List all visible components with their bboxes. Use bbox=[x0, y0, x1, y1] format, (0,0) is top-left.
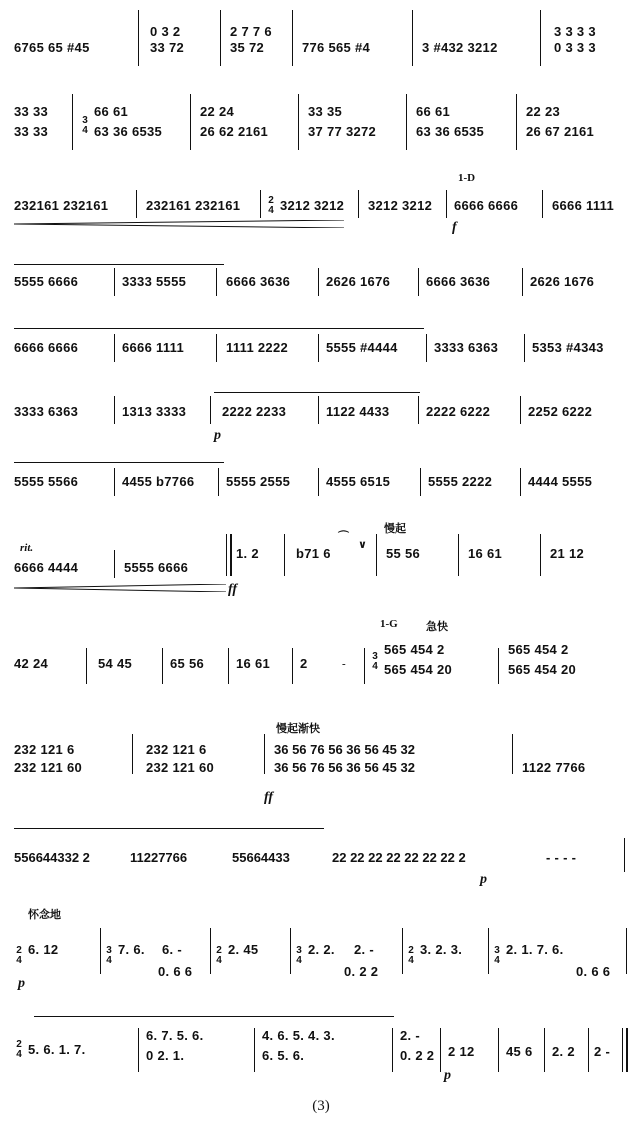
barline bbox=[524, 334, 525, 362]
notes-row: 6. 12 bbox=[28, 942, 59, 957]
notes-row: 6666 6666 bbox=[14, 340, 79, 355]
barline bbox=[114, 396, 115, 424]
notes-row: 16 61 bbox=[468, 546, 503, 561]
barline bbox=[298, 94, 299, 150]
dynamic-marking: p bbox=[444, 1068, 451, 1083]
notes-row: 232 121 6 bbox=[14, 742, 75, 757]
staff-system-7 bbox=[14, 462, 628, 502]
barline bbox=[228, 648, 229, 684]
notes-row: 16 61 bbox=[236, 656, 271, 671]
notes-row: 26 67 2161 bbox=[526, 124, 595, 139]
page-number: (3) bbox=[312, 1098, 330, 1114]
barline bbox=[512, 734, 513, 774]
staff-system-13 bbox=[14, 1004, 628, 1088]
notes-row: 4555 6515 bbox=[326, 474, 391, 489]
barline bbox=[292, 10, 293, 66]
final-barline bbox=[622, 1028, 628, 1072]
barline bbox=[498, 648, 499, 684]
notes-row: 66 61 bbox=[94, 104, 129, 119]
notes-row: 2222 2233 bbox=[222, 404, 287, 419]
notes-row: 1111 2222 bbox=[226, 340, 288, 355]
notes-row: 37 77 3272 bbox=[308, 124, 377, 139]
barline bbox=[542, 190, 543, 218]
notes-row: 2. - bbox=[400, 1028, 420, 1043]
notes-row: 0. 2 2 bbox=[400, 1048, 435, 1063]
barline bbox=[420, 468, 421, 496]
dynamic-marking: ff bbox=[264, 790, 274, 805]
barline bbox=[458, 534, 459, 576]
barline bbox=[114, 550, 115, 578]
decrescendo-hairpin bbox=[14, 220, 344, 228]
barline bbox=[498, 1028, 499, 1072]
time-signature: 3 4 bbox=[296, 945, 302, 966]
notes-row: 2222 6222 bbox=[426, 404, 491, 419]
breath-mark-icon: ∨ bbox=[358, 539, 367, 551]
barline bbox=[72, 94, 73, 150]
notes-row: 65 56 bbox=[170, 656, 205, 671]
notes-row: 4. 6. 5. 4. 3. bbox=[262, 1028, 335, 1043]
barline bbox=[318, 468, 319, 496]
staff-system-1 bbox=[14, 10, 628, 70]
barline bbox=[318, 268, 319, 296]
barline bbox=[418, 396, 419, 424]
notes-row: 6666 4444 bbox=[14, 560, 79, 575]
notes-row: 0. 6 6 bbox=[576, 964, 611, 979]
notes-row: 33 35 bbox=[308, 104, 343, 119]
notes-row: 21 12 bbox=[550, 546, 585, 561]
staff-system-2 bbox=[14, 94, 628, 154]
staff-system-12 bbox=[14, 906, 628, 996]
notes-row: 22 22 22 22 22 22 22 2 bbox=[332, 850, 466, 865]
time-signature: 2 4 bbox=[216, 945, 222, 966]
notes-row: 6765 65 #45 bbox=[14, 40, 90, 55]
fermata-icon: ⌒ bbox=[338, 531, 349, 543]
slur-line bbox=[14, 328, 424, 329]
notes-row: 2626 1676 bbox=[326, 274, 391, 289]
staff-system-9 bbox=[14, 618, 628, 698]
notes-row: 0. 2 2 bbox=[344, 964, 379, 979]
notes-row: 3333 6363 bbox=[14, 404, 79, 419]
notes-row: 3 #432 3212 bbox=[422, 40, 498, 55]
notes-row: 5555 #4444 bbox=[326, 340, 398, 355]
tempo-mark: rit. bbox=[20, 542, 34, 554]
time-signature: 3 4 bbox=[82, 115, 88, 136]
notes-row: 2626 1676 bbox=[530, 274, 595, 289]
notes-row: 2 - bbox=[594, 1044, 611, 1059]
notes-row: 11227766 bbox=[130, 850, 188, 865]
notes-row: 2 7 7 6 bbox=[230, 24, 272, 39]
notes-row: 6. 7. 5. 6. bbox=[146, 1028, 204, 1043]
notes-row: 6. 5. 6. bbox=[262, 1048, 305, 1063]
notes-row: 35 72 bbox=[230, 40, 265, 55]
notes-row: 6666 3636 bbox=[226, 274, 291, 289]
barline bbox=[290, 928, 291, 974]
notes-row: 232161 232161 bbox=[14, 198, 109, 213]
tempo-mark: 急快 bbox=[426, 621, 448, 633]
barline bbox=[216, 334, 217, 362]
notes-row: 232 121 6 bbox=[146, 742, 207, 757]
notes-row: 4444 5555 bbox=[528, 474, 593, 489]
expression-mark: 怀念地 bbox=[28, 909, 61, 921]
staff-system-4 bbox=[14, 262, 628, 302]
barline bbox=[136, 190, 137, 218]
time-signature: 3 4 bbox=[372, 651, 378, 672]
notes-row: 6666 6666 bbox=[454, 198, 519, 213]
notes-row: 6. - bbox=[162, 942, 182, 957]
staff-system-6 bbox=[14, 392, 628, 444]
double-barline bbox=[226, 534, 232, 576]
dynamic-marking: f bbox=[452, 220, 457, 235]
staff-system-8 bbox=[14, 520, 628, 604]
crescendo-hairpin bbox=[14, 584, 226, 592]
notes-row: 3333 5555 bbox=[122, 274, 187, 289]
barline bbox=[412, 10, 413, 66]
barline bbox=[114, 334, 115, 362]
barline bbox=[190, 94, 191, 150]
notes-row: 6666 1111 bbox=[122, 340, 184, 355]
notes-row: 565 454 20 bbox=[384, 662, 453, 677]
staff-system-10 bbox=[14, 720, 628, 804]
barline bbox=[100, 928, 101, 974]
notes-row: 2. 1. 7. 6. bbox=[506, 942, 564, 957]
barline bbox=[210, 928, 211, 974]
barline bbox=[318, 396, 319, 424]
notes-row: 2 bbox=[300, 656, 308, 671]
notes-row: 2252 6222 bbox=[528, 404, 593, 419]
notes-row: 0 3 3 3 bbox=[554, 40, 596, 55]
barline bbox=[138, 10, 139, 66]
notes-row: 6666 3636 bbox=[426, 274, 491, 289]
barline bbox=[446, 190, 447, 218]
time-signature: 2 4 bbox=[408, 945, 414, 966]
notes-row: b71 6 bbox=[296, 546, 331, 561]
notes-row: 55 56 bbox=[386, 546, 421, 561]
notes-row: 63 36 6535 bbox=[416, 124, 485, 139]
barline bbox=[426, 334, 427, 362]
time-signature: 3 4 bbox=[106, 945, 112, 966]
notes-row: 3333 6363 bbox=[434, 340, 499, 355]
barline bbox=[624, 838, 625, 872]
notes-row: 776 565 #4 bbox=[302, 40, 371, 55]
slur-line bbox=[14, 828, 324, 829]
notes-row: 2 12 bbox=[448, 1044, 475, 1059]
section-mark: 1-G bbox=[380, 618, 398, 630]
staff-system-5 bbox=[14, 328, 628, 368]
barline bbox=[260, 190, 261, 218]
slur-line bbox=[214, 392, 420, 393]
dynamic-marking: p bbox=[18, 976, 25, 991]
time-signature: 2 4 bbox=[268, 195, 274, 216]
notes-row: 36 56 76 56 36 56 45 32 bbox=[274, 760, 415, 775]
slur-line bbox=[34, 1016, 394, 1017]
notes-row: 3. 2. 3. bbox=[420, 942, 463, 957]
notes-row: 55664433 bbox=[232, 850, 290, 865]
notes-row: 66 61 bbox=[416, 104, 451, 119]
barline bbox=[318, 334, 319, 362]
barline bbox=[376, 534, 377, 576]
notes-row: 54 45 bbox=[98, 656, 133, 671]
notes-row: 3212 3212 bbox=[368, 198, 433, 213]
barline bbox=[402, 928, 403, 974]
barline bbox=[114, 468, 115, 496]
barline bbox=[520, 396, 521, 424]
notes-row: 3 3 3 3 bbox=[554, 24, 596, 39]
section-mark: 1-D bbox=[458, 172, 476, 184]
notes-row: 1. 2 bbox=[236, 546, 259, 561]
barline bbox=[132, 734, 133, 774]
barline bbox=[626, 928, 627, 974]
notes-row: 5. 6. 1. 7. bbox=[28, 1042, 86, 1057]
notes-row: 63 36 6535 bbox=[94, 124, 163, 139]
barline bbox=[358, 190, 359, 218]
notes-row: 0 2. 1. bbox=[146, 1048, 185, 1063]
barline bbox=[544, 1028, 545, 1072]
notes-row: 0. 6 6 bbox=[158, 964, 193, 979]
staff-system-3 bbox=[14, 172, 628, 238]
notes-row: 2. 45 bbox=[228, 942, 259, 957]
barline bbox=[292, 648, 293, 684]
notes-row: 36 56 76 56 36 56 45 32 bbox=[274, 742, 415, 757]
notes-row: 5555 2555 bbox=[226, 474, 291, 489]
notes-row: 5353 #4343 bbox=[532, 340, 604, 355]
barline bbox=[210, 396, 211, 424]
barline bbox=[254, 1028, 255, 1072]
tempo-mark: 慢起 bbox=[384, 523, 406, 535]
time-signature: 2 4 bbox=[16, 945, 22, 966]
barline bbox=[138, 1028, 139, 1072]
notes-row: 6666 1111 bbox=[552, 198, 614, 213]
barline bbox=[218, 468, 219, 496]
notes-row: 1122 4433 bbox=[326, 404, 390, 419]
notes-row: 5555 6666 bbox=[14, 274, 79, 289]
notes-row: 42 24 bbox=[14, 656, 49, 671]
barline bbox=[440, 1028, 441, 1072]
slur-line bbox=[14, 264, 224, 265]
notes-row: 22 24 bbox=[200, 104, 235, 119]
notes-row: 4455 b7766 bbox=[122, 474, 195, 489]
barline bbox=[406, 94, 407, 150]
notes-row: 556644332 2 bbox=[14, 850, 90, 865]
notes-row: 5555 2222 bbox=[428, 474, 493, 489]
barline bbox=[392, 1028, 393, 1072]
notes-row: 2. 2 bbox=[552, 1044, 575, 1059]
notes-row: 33 72 bbox=[150, 40, 185, 55]
barline bbox=[418, 268, 419, 296]
dynamic-marking: ff bbox=[228, 582, 238, 597]
slur-line bbox=[14, 462, 224, 463]
tempo-mark: 慢起渐快 bbox=[276, 723, 320, 735]
notes-row: 5555 6666 bbox=[124, 560, 189, 575]
notes-row: 22 23 bbox=[526, 104, 561, 119]
barline bbox=[162, 648, 163, 684]
notes-row: 2. 2. bbox=[308, 942, 335, 957]
notes-row: 1122 7766 bbox=[522, 760, 586, 775]
notes-row: 33 33 bbox=[14, 104, 49, 119]
barline bbox=[220, 10, 221, 66]
barline bbox=[364, 648, 365, 684]
time-signature: 2 4 bbox=[16, 1039, 22, 1060]
barline bbox=[86, 648, 87, 684]
barline bbox=[522, 268, 523, 296]
rest-dash: - bbox=[342, 658, 346, 670]
notes-row: 33 33 bbox=[14, 124, 49, 139]
barline bbox=[216, 268, 217, 296]
barline bbox=[114, 268, 115, 296]
notes-row: 232 121 60 bbox=[14, 760, 83, 775]
barline bbox=[588, 1028, 589, 1072]
notes-row: 7. 6. bbox=[118, 942, 145, 957]
notes-row: 565 454 2 bbox=[384, 642, 445, 657]
dynamic-marking: p bbox=[480, 872, 487, 887]
barline bbox=[540, 534, 541, 576]
notes-row: 5555 5566 bbox=[14, 474, 79, 489]
notes-row: 45 6 bbox=[506, 1044, 533, 1059]
notes-row: 2. - bbox=[354, 942, 374, 957]
notes-row: 1313 3333 bbox=[122, 404, 187, 419]
barline bbox=[264, 734, 265, 774]
dynamic-marking: p bbox=[214, 428, 221, 443]
notes-row: 3212 3212 bbox=[280, 198, 345, 213]
barline bbox=[540, 10, 541, 66]
barline bbox=[488, 928, 489, 974]
notes-row: - - - - bbox=[546, 850, 577, 865]
notes-row: 565 454 2 bbox=[508, 642, 569, 657]
notes-row: 565 454 20 bbox=[508, 662, 577, 677]
barline bbox=[520, 468, 521, 496]
staff-system-11 bbox=[14, 820, 628, 890]
notes-row: 26 62 2161 bbox=[200, 124, 269, 139]
notes-row: 0 3 2 bbox=[150, 24, 181, 39]
notes-row: 232 121 60 bbox=[146, 760, 215, 775]
time-signature: 3 4 bbox=[494, 945, 500, 966]
barline bbox=[516, 94, 517, 150]
barline bbox=[284, 534, 285, 576]
notes-row: 232161 232161 bbox=[146, 198, 241, 213]
